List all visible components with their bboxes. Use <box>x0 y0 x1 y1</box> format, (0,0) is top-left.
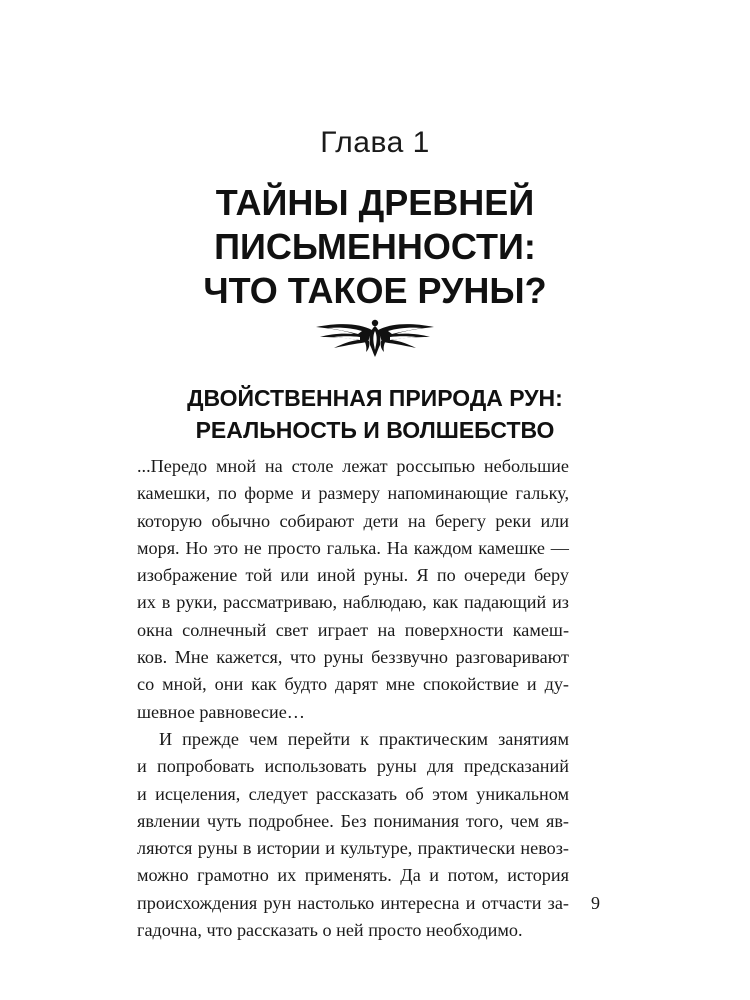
page-number: 9 <box>591 893 600 913</box>
chapter-title-line: ТАЙНЫ ДРЕВНЕЙ <box>215 182 535 223</box>
text-line: можно грамотно их применять. Да и потом, история <box>137 865 569 886</box>
text-line: ляются руны в истории и культуре, практически невоз- <box>137 838 569 859</box>
text-line: их в руки, рассматриваю, наблюдаю, как падающий из <box>137 592 569 613</box>
text-line: явлении чуть подробнее. Без понимания того, чем яв- <box>137 810 569 831</box>
text-line: происхождения рун настолько интересна и отчасти за- <box>137 892 569 913</box>
text-line: и исцеления, следует рассказать об этом уникальном <box>137 783 569 804</box>
text-line: ...Передо мной на столе лежат россыпью небольшие <box>137 456 569 476</box>
section-title-line: РЕАЛЬНОСТЬ И ВОЛШЕБСТВО <box>195 417 555 443</box>
text-line: шевное равновесие… <box>137 701 305 722</box>
text-line: И прежде чем перейти к практическим занятиям <box>159 728 569 749</box>
chapter-title-line: ПИСЬМЕННОСТИ: <box>214 226 536 267</box>
chapter-title <box>0 181 750 313</box>
text-line: камешки, по форме и размеру напоминающие гальку, <box>137 483 569 504</box>
chapter-label: Глава 1 <box>320 126 430 159</box>
text-line: гадочна, что рассказать о ней просто необходимо. <box>137 920 523 941</box>
text-line: и попробовать использовать руны для предсказаний <box>137 756 569 777</box>
chapter-title-line: ЧТО ТАКОЕ РУНЫ? <box>203 270 547 311</box>
body-text <box>137 453 569 944</box>
section-title-line: ДВОЙСТВЕННАЯ ПРИРОДА РУН: <box>187 385 563 411</box>
text-line: со мной, они как будто дарят мне спокойствие и ду- <box>137 674 569 695</box>
text-line: моря. Но это не просто галька. На каждом камешке — <box>137 537 569 558</box>
text-line: ков. Мне кажется, что руны беззвучно разговаривают <box>137 647 569 668</box>
text-line: изображение той или иной руны. Я по очереди беру <box>137 565 569 586</box>
text-line: которую обычно собирают дети на берегу реки или <box>137 510 569 531</box>
winged-ornament-icon <box>312 318 438 358</box>
section-title <box>0 382 750 446</box>
text-line: окна солнечный свет играет на поверхности камеш- <box>137 619 569 640</box>
